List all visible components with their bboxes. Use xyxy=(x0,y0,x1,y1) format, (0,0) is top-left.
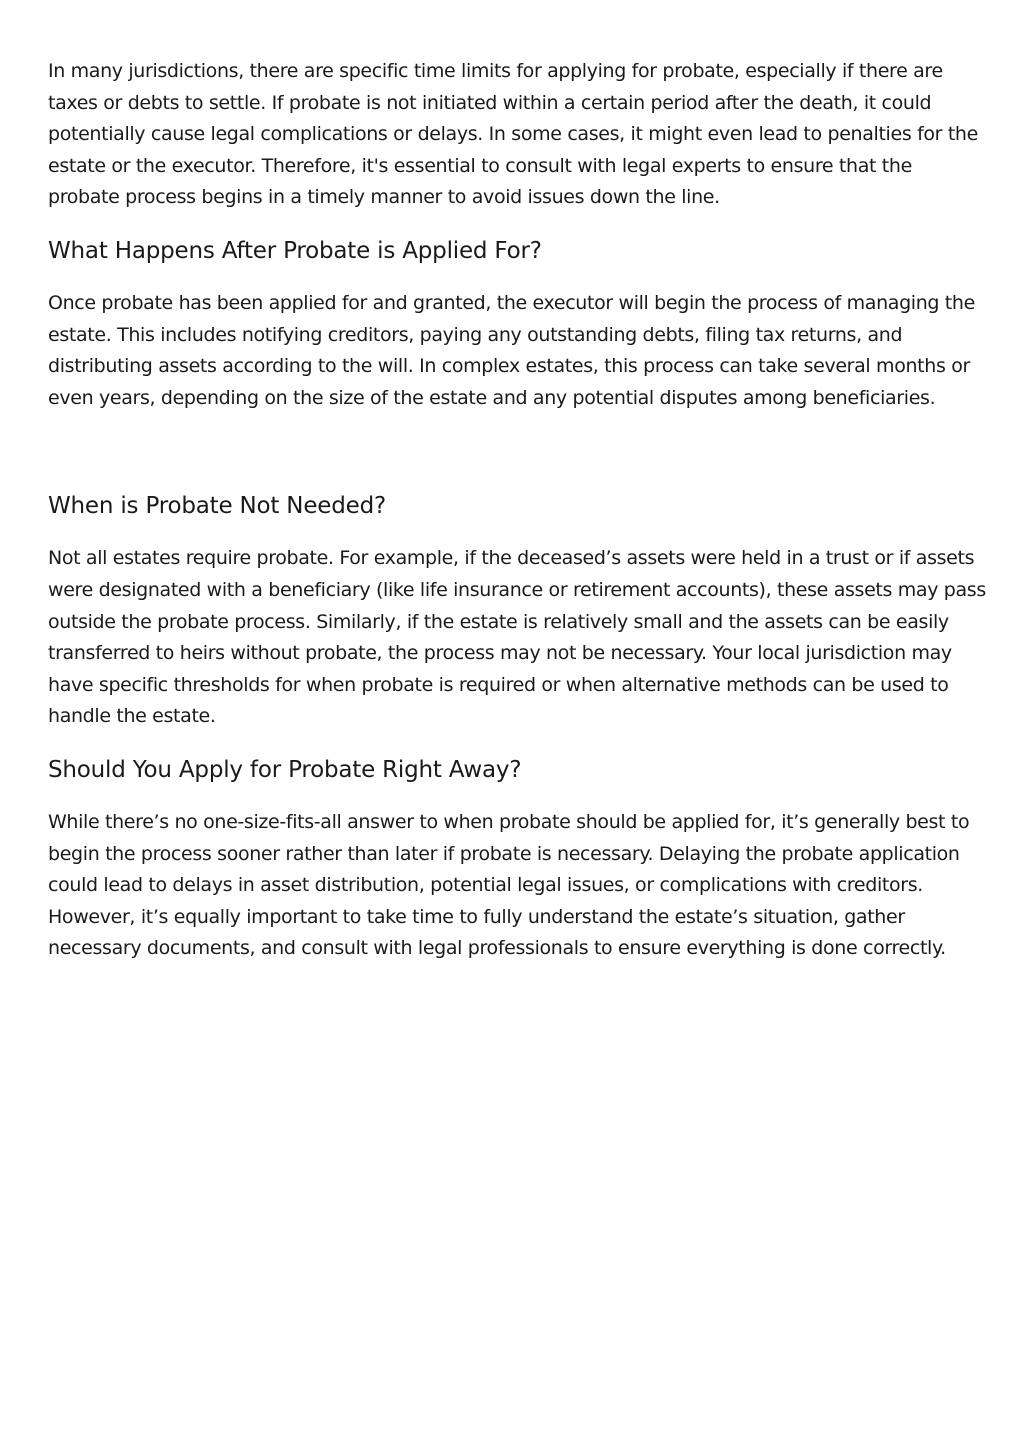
document-page xyxy=(48,56,988,965)
paragraph-time-limits: In many jurisdictions, there are specific time limits for applying for probate, especially if there are taxes or debts to settle. If probate is not initiated within a certain period after the death, it could potentially cause legal complications or delays. In some cases, it might even lead to penalties for the estate or the executor. Therefore, it's essential to consult with legal experts to ensure that the probate process begins in a timely manner to avoid issues down the line. xyxy=(48,60,978,209)
paragraph-after-probate: Once probate has been applied for and granted, the executor will begin the process of managing the estate. This includes notifying creditors, paying any outstanding debts, filing tax returns, and distributing assets according to the will. In complex estates, this process can take several months or even years, depending on the size of the estate and any potential disputes among beneficiaries. xyxy=(48,291,975,409)
heading-apply-right-away: Should You Apply for Probate Right Away? xyxy=(48,756,522,783)
paragraph-probate-not-needed: Not all estates require probate. For example, if the deceased’s assets were held in a trust or if assets were designated with a beneficiary (like life insurance or retirement accounts), these assets may pass outside the probate process. Similarly, if the estate is relatively small and the assets can be easily transferred to heirs without probate, the process may not be necessary. Your local jurisdiction may have specific thresholds for when probate is required or when alternative methods can be used to handle the estate. xyxy=(48,547,986,728)
paragraph-apply-right-away: While there’s no one-size-fits-all answer to when probate should be applied for, it’s generally best to begin the process sooner rather than later if probate is necessary. Delaying the probate application could lead to delays in asset distribution, potential legal issues, or complications with creditors. However, it’s equally important to take time to fully understand the estate’s situation, gather necessary documents, and consult with legal professionals to ensure everything is done correctly. xyxy=(48,810,970,960)
heading-probate-not-needed: When is Probate Not Needed? xyxy=(48,493,386,520)
heading-after-probate: What Happens After Probate is Applied For? xyxy=(48,237,542,264)
